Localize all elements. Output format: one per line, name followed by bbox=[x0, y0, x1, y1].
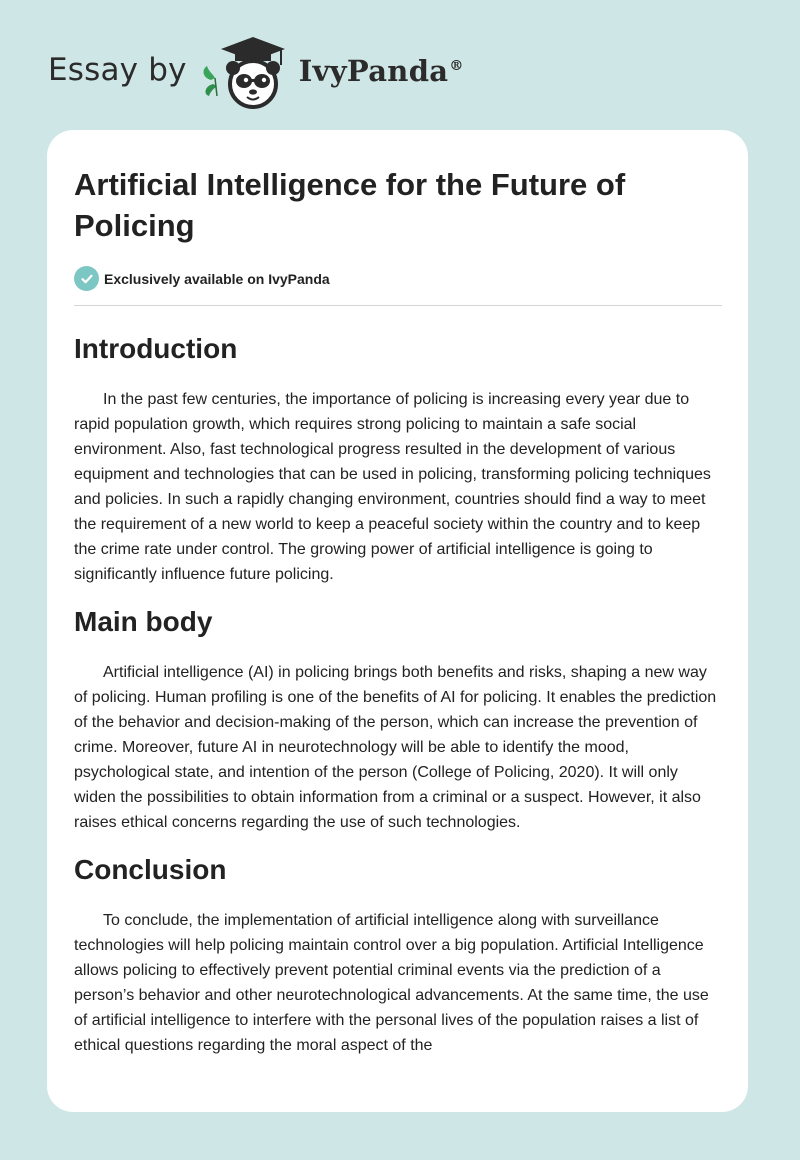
brand-name[interactable] bbox=[299, 54, 464, 88]
essay-title: Artificial Intelligence for the Future of Policing bbox=[74, 167, 626, 243]
check-icon bbox=[74, 266, 99, 291]
exclusive-badge bbox=[74, 266, 722, 291]
brand-text: IvyPanda bbox=[298, 54, 449, 88]
badge-label: Exclusively available on IvyPanda bbox=[104, 270, 330, 287]
section-text-main-body: Artificial intelligence (AI) in policing brings both benefits and risks, shaping a new way of policing. Human profiling is one of the benefits of AI for policing. It enables the prediction of the behavior and decision-making of the person, which can increase the prevention of crime. Moreover, future AI in neurotechnology will be able to identify the mood, psychological state, and intention of the person (College of Policing, 2020). It will only widen the possibilities to obtain information from a criminal or a suspect. However, it also raises ethical concerns regarding the use of such technologies. bbox=[74, 664, 717, 831]
trademark-symbol: ® bbox=[449, 58, 464, 75]
essay-by-label: Essay by bbox=[48, 52, 187, 88]
section-text-conclusion: To conclude, the implementation of artificial intelligence along with surveillance technologies will help policing maintain control over a big population. Artificial Intelligence allows policing to effectively prevent potential criminal events via the prediction of a person’s behavior and other neurotechnological advancements. At the same time, the use of artificial intelligence to interfere with the personal lives of the population raises a list of ethical questions regarding the moral aspect of the bbox=[74, 912, 709, 1054]
section-heading-introduction: Introduction bbox=[74, 333, 238, 364]
panda-logo-icon[interactable] bbox=[201, 34, 293, 110]
essay-card bbox=[47, 130, 748, 1112]
section-text-introduction: In the past few centuries, the importance of policing is increasing every year due to rapid population growth, which requires strong policing to maintain a safe social environment. Also, fast technological progress resulted in the development of various equipment and technologies that can be used in policing, transforming policing techniques and policies. In such a rapidly changing environment, countries should find a way to meet the requirement of a new world to keep a peaceful society within the country and to keep the crime rate under control. The growing power of artificial intelligence is going to significantly influence future policing. bbox=[74, 391, 711, 583]
title-divider bbox=[74, 305, 722, 306]
section-heading-main-body: Main body bbox=[74, 606, 213, 637]
essay-content bbox=[74, 164, 722, 1058]
site-header bbox=[48, 34, 464, 110]
ivy-leaf-icon bbox=[203, 66, 216, 96]
section-heading-conclusion: Conclusion bbox=[74, 854, 227, 885]
